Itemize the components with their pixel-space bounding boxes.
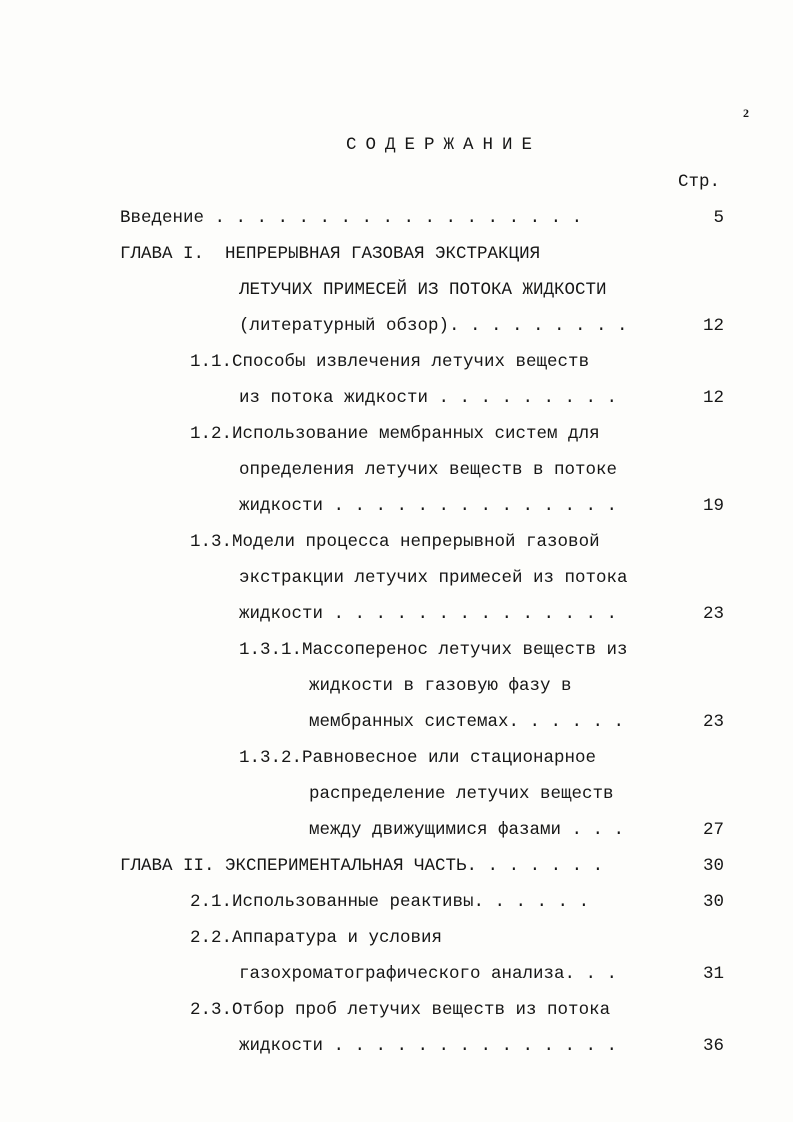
- toc-section-1-3-line3: жидкости . . . . . . . . . . . . . .: [239, 604, 618, 624]
- toc-chapter1-page: 12: [702, 316, 724, 336]
- toc-chapter2: ГЛАВА II. ЭКСПЕРИМЕНТАЛЬНАЯ ЧАСТЬ. . . . . . .: [120, 856, 604, 876]
- toc-section-1-1-page: 12: [702, 388, 724, 408]
- toc-section-1-3-1-line2: жидкости в газовую фазу в: [309, 676, 572, 696]
- toc-section-1-3-2-line1: 1.3.2.Равновесное или стационарное: [239, 748, 597, 768]
- toc-intro: Введение . . . . . . . . . . . . . . . . . .: [120, 208, 583, 228]
- toc-section-1-2-line1: 1.2.Использование мембранных систем для: [190, 424, 600, 444]
- toc-section-1-3-2-line2: распределение летучих веществ: [309, 784, 614, 804]
- toc-section-1-3-1-line3: мембранных системах. . . . . .: [309, 712, 625, 732]
- toc-section-1-3-line2: экстракции летучих примесей из потока: [239, 568, 628, 588]
- toc-section-1-2-line2: определения летучих веществ в потоке: [239, 460, 618, 480]
- page-title: СОДЕРЖАНИЕ: [346, 135, 542, 155]
- page-column-header: Стр.: [677, 172, 720, 192]
- toc-section-1-3-1-line1: 1.3.1.Массоперенос летучих веществ из: [239, 640, 628, 660]
- toc-section-1-2-page: 19: [702, 496, 724, 516]
- toc-section-2-2-line2: газохроматографического анализа. . .: [239, 964, 618, 984]
- toc-section-1-3-line1: 1.3.Модели процесса непрерывной газовой: [190, 532, 600, 552]
- toc-section-2-2-line1: 2.2.Аппаратура и условия: [190, 928, 443, 948]
- toc-section-1-2-line3: жидкости . . . . . . . . . . . . . .: [239, 496, 618, 516]
- toc-section-2-1: 2.1.Использованные реактивы. . . . . .: [190, 892, 590, 912]
- toc-section-2-3-line2: жидкости . . . . . . . . . . . . . .: [239, 1036, 618, 1056]
- toc-section-1-3-2-line3: между движущимися фазами . . .: [309, 820, 625, 840]
- toc-section-2-1-page: 30: [702, 892, 724, 912]
- toc-section-1-3-page: 23: [702, 604, 724, 624]
- toc-section-2-2-page: 31: [702, 964, 724, 984]
- toc-intro-page: 5: [713, 208, 724, 228]
- toc-chapter2-page: 30: [702, 856, 724, 876]
- toc-section-2-3-page: 36: [702, 1036, 724, 1056]
- toc-section-1-3-1-page: 23: [702, 712, 724, 732]
- toc-chapter1-line3: (литературный обзор). . . . . . . . .: [239, 316, 628, 336]
- toc-section-2-3-line1: 2.3.Отбор проб летучих веществ из потока: [190, 1000, 611, 1020]
- page-number: 2: [743, 106, 749, 120]
- toc-section-1-1-line1: 1.1.Способы извлечения летучих веществ: [190, 352, 590, 372]
- toc-section-1-1-line2: из потока жидкости . . . . . . . . .: [239, 388, 618, 408]
- toc-chapter1-line2: ЛЕТУЧИХ ПРИМЕСЕЙ ИЗ ПОТОКА ЖИДКОСТИ: [239, 280, 607, 300]
- toc-section-1-3-2-page: 27: [702, 820, 724, 840]
- toc-chapter1-line1: ГЛАВА I. НЕПРЕРЫВНАЯ ГАЗОВАЯ ЭКСТРАКЦИЯ: [120, 244, 541, 264]
